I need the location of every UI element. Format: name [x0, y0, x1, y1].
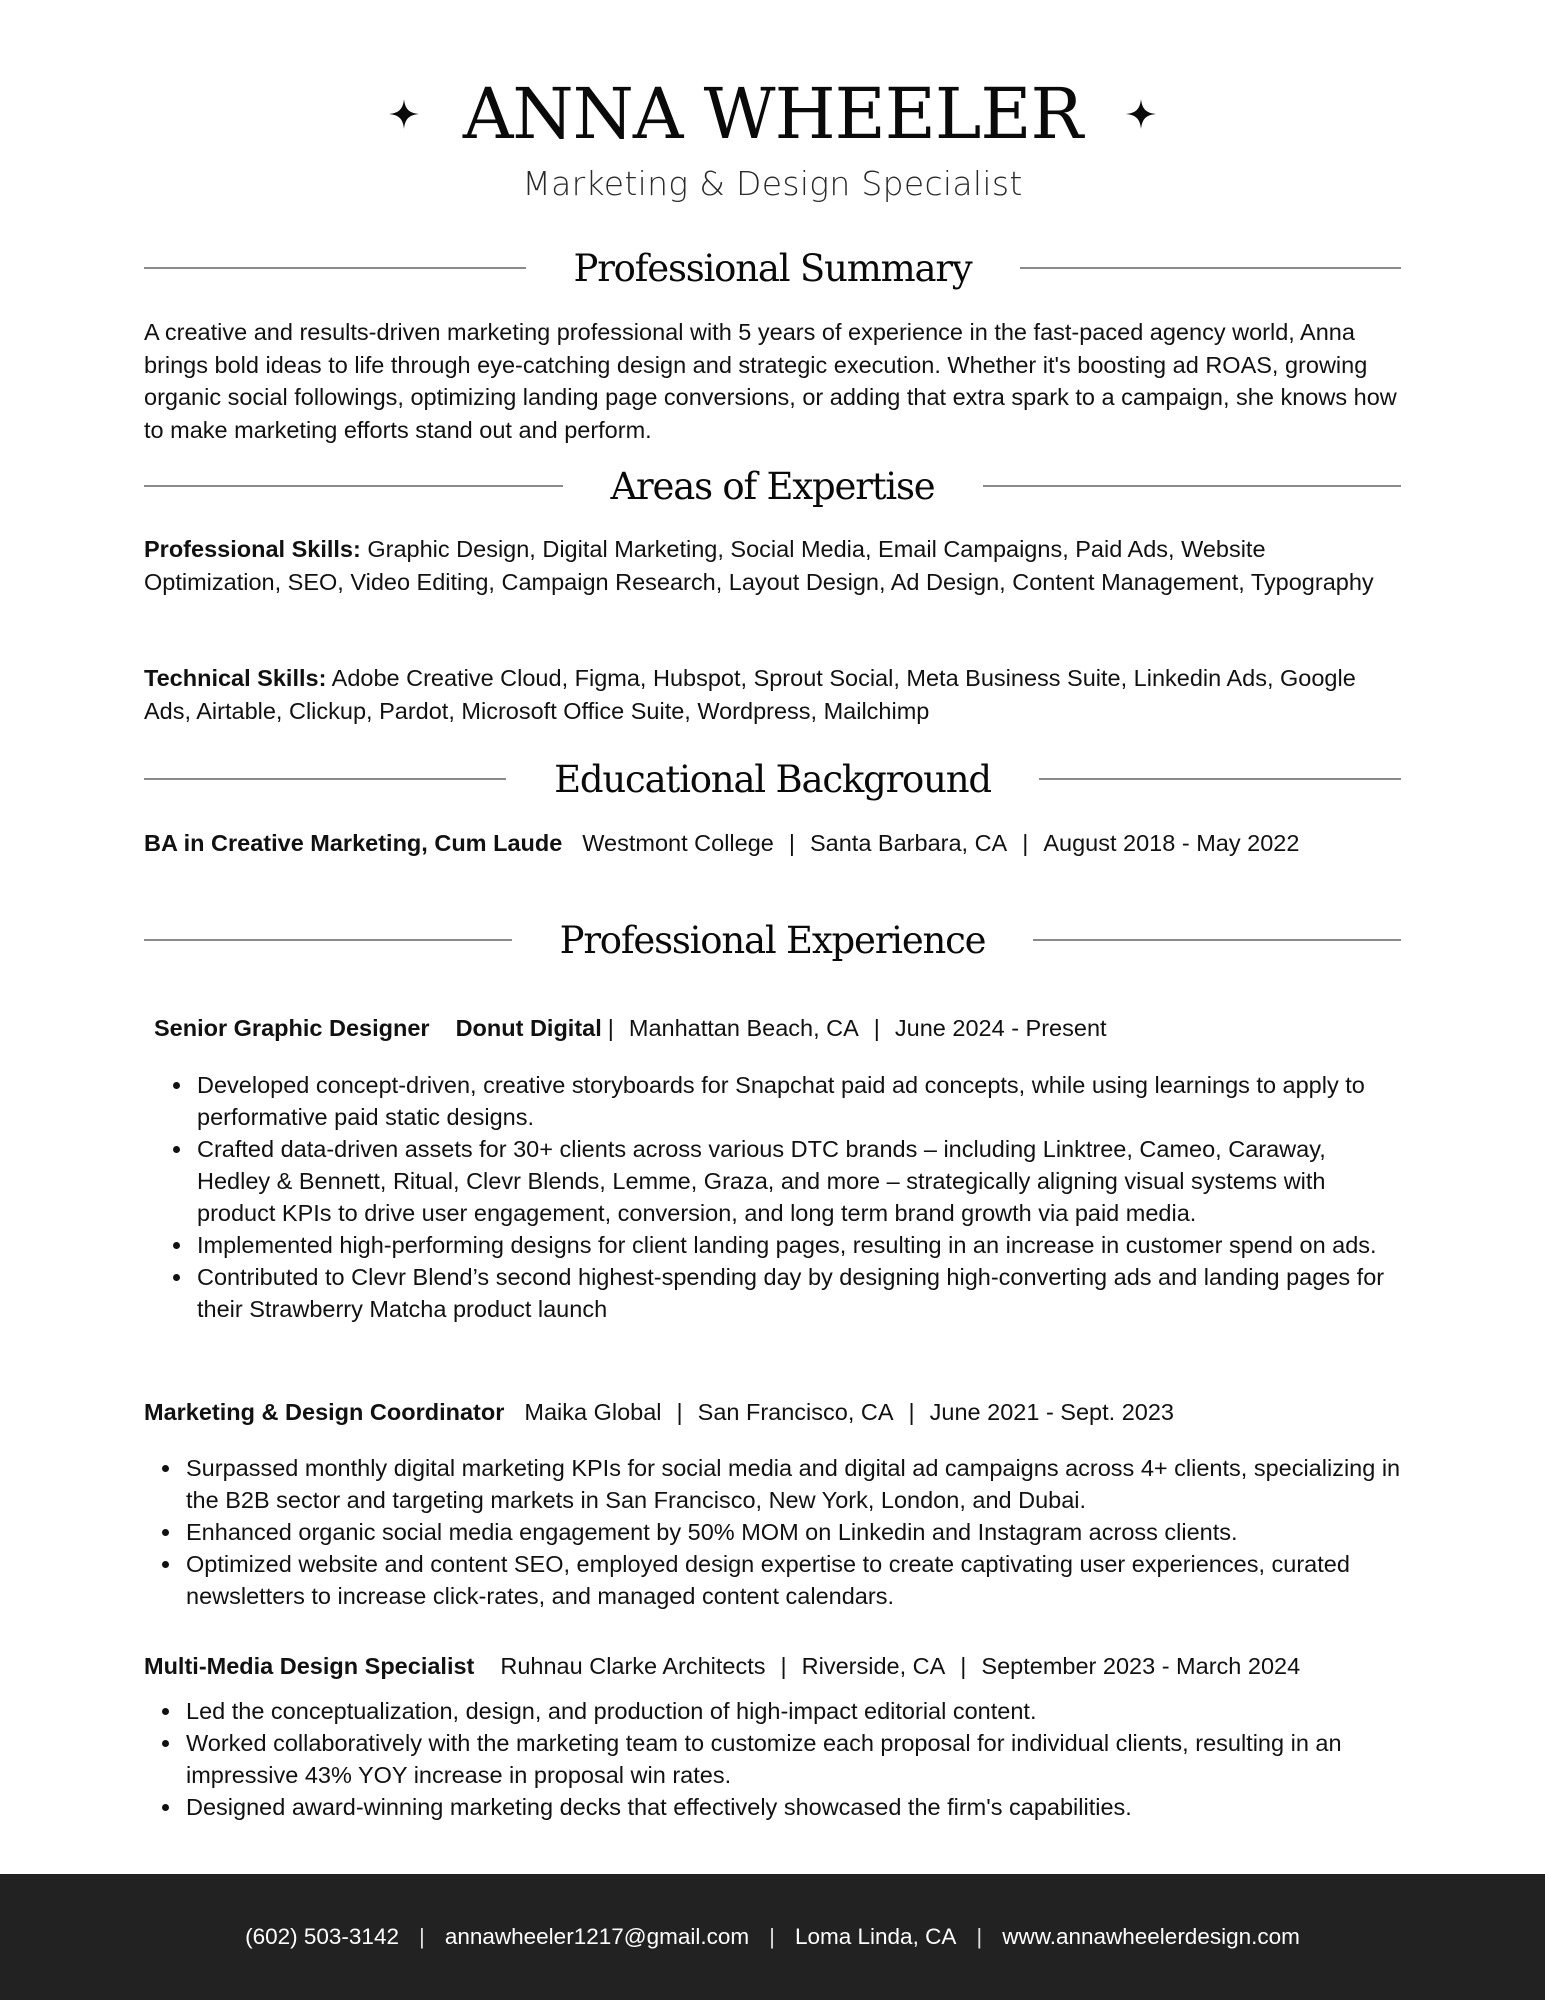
candidate-name: ANNA WHEELER [462, 73, 1083, 155]
divider-line [144, 939, 512, 941]
job-title: Senior Graphic Designer [154, 1015, 430, 1041]
resume-header [0, 68, 1545, 203]
expertise-heading-row [144, 456, 1401, 516]
list-item: Surpassed monthly digital marketing KPIs for social media and digital ad campaigns across 4+ clients, specializing in the B2B sector and targeting markets in San Francisco, New York, London, and Dubai. [162, 1452, 1405, 1516]
job-bullets [162, 1695, 1405, 1823]
job-location: San Francisco, CA [697, 1399, 894, 1425]
job-title: Marketing & Design Coordinator [144, 1399, 505, 1425]
job-dates: September 2023 - March 2024 [981, 1653, 1301, 1679]
website-link[interactable]: www.annawheelerdesign.com [1002, 1924, 1300, 1949]
separator: | [873, 1015, 880, 1041]
list-item: Designed award-winning marketing decks that effectively showcased the firm's capabilities. [162, 1791, 1405, 1823]
sparkle-icon [1126, 99, 1156, 129]
list-item: Worked collaboratively with the marketing team to customize each proposal for individual clients, resulting in an impressive 43% YOY increase in proposal win rates. [162, 1727, 1405, 1791]
education-dates: August 2018 - May 2022 [1043, 830, 1300, 856]
list-item: Developed concept-driven, creative storyboards for Snapchat paid ad concepts, while using learnings to apply to performative paid static designs. [173, 1069, 1405, 1133]
contact-footer [0, 1874, 1545, 2000]
professional-skills-text: Graphic Design, Digital Marketing, Social Media, Email Campaigns, Paid Ads, Website Optimization, SEO, Video Editing, Campaign Research, Layout Design, Ad Design, Content Management, Typography [144, 536, 1374, 595]
separator: | [769, 1924, 775, 1949]
summary-text: A creative and results-driven marketing professional with 5 years of experience in the fast-paced agency world, Anna brings bold ideas to life through eye-catching design and strategic execution. Whether it's boosting ad ROAS, growing organic social followings, optimizing landing page conversions, or adding that extra spark to a campaign, she knows how to make marketing efforts stand out and perform. [144, 319, 1397, 443]
job-title: Multi-Media Design Specialist [144, 1653, 475, 1679]
separator: | [676, 1399, 683, 1425]
separator: | [1022, 830, 1029, 856]
separator: | [976, 1924, 983, 1949]
candidate-title: Marketing & Design Specialist [522, 164, 1023, 203]
name-row [0, 68, 1545, 160]
separator: | [908, 1399, 915, 1425]
education-line [144, 827, 1299, 859]
summary-heading: Professional Summary [573, 246, 972, 290]
expertise-heading: Areas of Expertise [610, 464, 935, 508]
separator: | [788, 830, 795, 856]
job-header [154, 1012, 1107, 1044]
list-item: Enhanced organic social media engagement by 50% MOM on Linkedin and Instagram across clients. [162, 1516, 1405, 1548]
job-company: Donut Digital [455, 1015, 602, 1041]
job-dates: June 2024 - Present [894, 1015, 1107, 1041]
email-link[interactable]: annawheeler1217@gmail.com [444, 1924, 750, 1949]
summary-heading-row [144, 238, 1401, 298]
professional-skills [144, 533, 1404, 598]
list-item: Led the conceptualization, design, and production of high-impact editorial content. [162, 1695, 1405, 1727]
list-item: Optimized website and content SEO, employed design expertise to create captivating user experiences, curated newsletters to increase click-rates, and managed content calendars. [162, 1548, 1405, 1612]
divider-line [144, 267, 526, 269]
job-bullets [162, 1452, 1405, 1612]
separator: | [607, 1015, 614, 1041]
divider-line [1039, 778, 1401, 780]
degree: BA in Creative Marketing, Cum Laude [144, 830, 563, 856]
list-item: Implemented high-performing designs for client landing pages, resulting in an increase in customer spend on ads. [173, 1229, 1405, 1261]
professional-skills-label: Professional Skills: [144, 536, 361, 562]
list-item: Contributed to Clevr Blend’s second highest-spending day by designing high-converting ads and landing pages for their Strawberry Matcha product launch [173, 1261, 1405, 1325]
job-bullets [173, 1069, 1405, 1325]
divider-line [983, 485, 1402, 487]
school: Westmont College [582, 830, 774, 856]
job-header [144, 1650, 1300, 1682]
experience-heading-row [144, 910, 1401, 970]
technical-skills-text: Adobe Creative Cloud, Figma, Hubspot, Sprout Social, Meta Business Suite, Linkedin Ads, Google Ads, Airtable, Clickup, Pardot, Microsoft Office Suite, Wordpress, Mailchimp [144, 665, 1356, 724]
technical-skills [144, 662, 1404, 727]
sparkle-icon [389, 99, 419, 129]
education-location: Santa Barbara, CA [809, 830, 1008, 856]
contact-location: Loma Linda, CA [794, 1924, 957, 1949]
technical-skills-label: Technical Skills: [144, 665, 327, 691]
list-item: Crafted data-driven assets for 30+ clients across various DTC brands – including Linktree, Cameo, Caraway, Hedley & Bennett, Ritual, Clevr Blends, Lemme, Graza, and more – strategically aligning visual systems with product KPIs to drive user engagement, conversion, and long term brand growth via paid media. [173, 1133, 1405, 1229]
separator: | [418, 1924, 425, 1949]
job-location: Riverside, CA [801, 1653, 946, 1679]
divider-line [144, 485, 563, 487]
job-company: Maika Global [524, 1399, 662, 1425]
job-location: Manhattan Beach, CA [628, 1015, 859, 1041]
job-company: Ruhnau Clarke Architects [500, 1653, 766, 1679]
job-header [144, 1396, 1174, 1428]
divider-line [144, 778, 506, 780]
job-dates: June 2021 - Sept. 2023 [929, 1399, 1174, 1425]
divider-line [1033, 939, 1401, 941]
experience-heading: Professional Experience [559, 918, 986, 962]
divider-line [1020, 267, 1402, 269]
separator: | [960, 1653, 967, 1679]
phone-number[interactable]: (602) 503-3142 [245, 1924, 399, 1949]
separator: | [780, 1653, 787, 1679]
education-heading: Educational Background [554, 757, 991, 801]
education-heading-row [144, 749, 1401, 809]
